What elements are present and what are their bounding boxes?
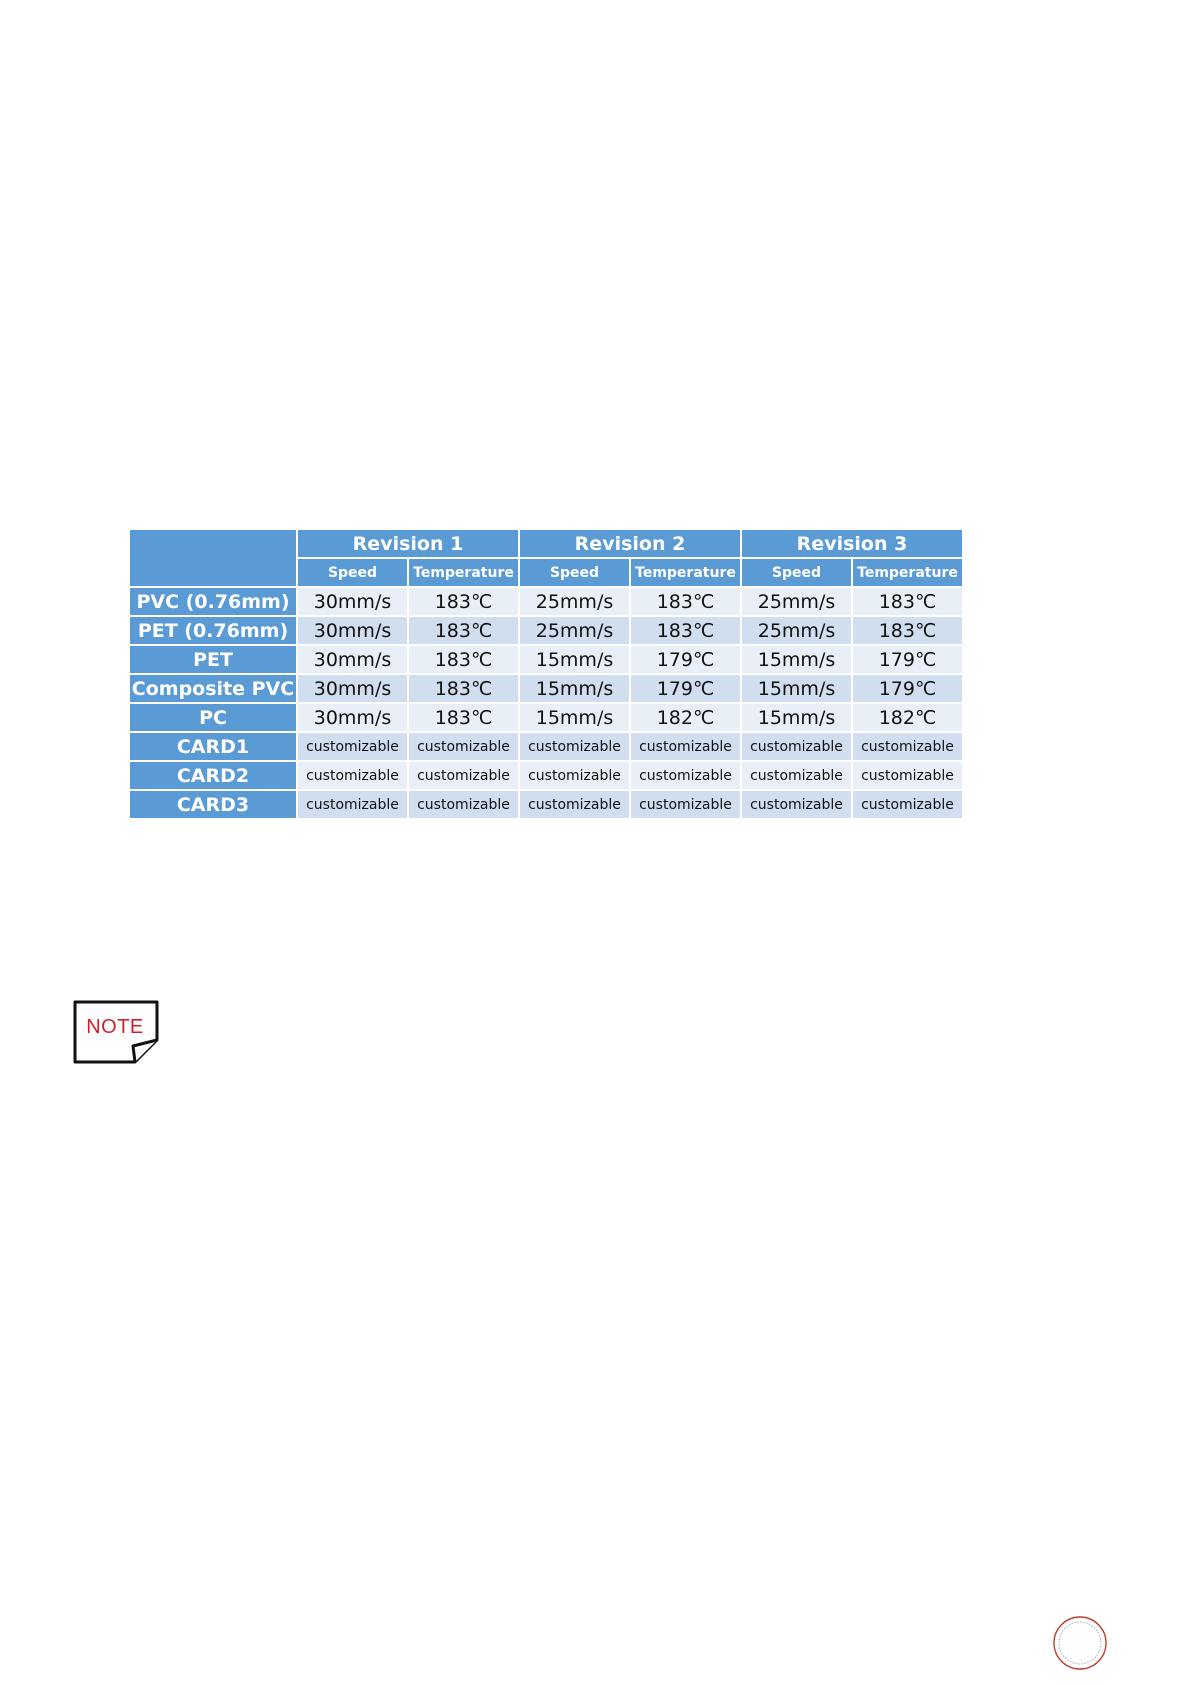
table-cell: 25mm/s (741, 616, 852, 645)
material-label: CARD3 (129, 790, 297, 819)
table-cell: 25mm/s (519, 616, 630, 645)
table-row (129, 703, 963, 732)
table-cell: 15mm/s (741, 674, 852, 703)
table-cell: customizable (852, 732, 963, 761)
table-cell: 183℃ (408, 616, 519, 645)
table-cell: 15mm/s (741, 645, 852, 674)
table-cell: 30mm/s (297, 674, 408, 703)
table-cell: 183℃ (408, 703, 519, 732)
table-cell: 30mm/s (297, 703, 408, 732)
table-row (129, 761, 963, 790)
table-corner-cell (129, 529, 297, 587)
table-row (129, 645, 963, 674)
table-cell: 182℃ (630, 703, 741, 732)
table-cell: customizable (852, 761, 963, 790)
column-header-temperature: Temperature (852, 558, 963, 587)
revision-header: Revision 1 (297, 529, 519, 558)
material-label: PET (129, 645, 297, 674)
table-cell: customizable (741, 761, 852, 790)
table-cell: customizable (297, 761, 408, 790)
table-row (129, 587, 963, 616)
table-cell: customizable (519, 790, 630, 819)
table-cell: 25mm/s (519, 587, 630, 616)
table-cell: 183℃ (408, 645, 519, 674)
table-cell: 183℃ (408, 587, 519, 616)
table-cell: 179℃ (852, 674, 963, 703)
column-header-speed: Speed (297, 558, 408, 587)
table-cell: customizable (630, 732, 741, 761)
table-cell: 179℃ (630, 645, 741, 674)
material-label: CARD2 (129, 761, 297, 790)
page-circle-icon (1052, 1615, 1108, 1671)
table-cell: 30mm/s (297, 645, 408, 674)
column-header-temperature: Temperature (630, 558, 741, 587)
table-cell: customizable (408, 732, 519, 761)
table-row (129, 790, 963, 819)
table-cell: customizable (408, 790, 519, 819)
table-row (129, 674, 963, 703)
material-label: PET (0.76mm) (129, 616, 297, 645)
table-cell: 182℃ (852, 703, 963, 732)
table-cell: customizable (408, 761, 519, 790)
table-cell: 15mm/s (519, 703, 630, 732)
table-cell: customizable (519, 732, 630, 761)
material-label: CARD1 (129, 732, 297, 761)
table-cell: customizable (741, 732, 852, 761)
table-cell: 179℃ (852, 645, 963, 674)
revision-header-row (129, 529, 963, 558)
lamination-table-container (128, 528, 964, 820)
material-label: PVC (0.76mm) (129, 587, 297, 616)
table-cell: customizable (741, 790, 852, 819)
table-cell: 15mm/s (519, 645, 630, 674)
column-header-speed: Speed (519, 558, 630, 587)
table-cell: 183℃ (630, 616, 741, 645)
table-cell: customizable (297, 732, 408, 761)
revision-header: Revision 3 (741, 529, 963, 558)
lamination-settings-table (128, 528, 964, 820)
table-cell: 30mm/s (297, 616, 408, 645)
column-header-temperature: Temperature (408, 558, 519, 587)
table-cell: 183℃ (630, 587, 741, 616)
table-cell: 183℃ (408, 674, 519, 703)
column-header-speed: Speed (741, 558, 852, 587)
table-cell: 30mm/s (297, 587, 408, 616)
table-cell: customizable (297, 790, 408, 819)
page-number-circle (1052, 1615, 1108, 1671)
table-cell: 25mm/s (741, 587, 852, 616)
note-sticker-icon (73, 1000, 161, 1064)
material-label: PC (129, 703, 297, 732)
table-cell: customizable (630, 790, 741, 819)
table-cell: customizable (630, 761, 741, 790)
material-label: Composite PVC (129, 674, 297, 703)
table-cell: 15mm/s (519, 674, 630, 703)
note-label: NOTE (86, 1016, 144, 1038)
table-cell: 15mm/s (741, 703, 852, 732)
table-row (129, 732, 963, 761)
table-cell: 179℃ (630, 674, 741, 703)
table-cell: 183℃ (852, 616, 963, 645)
revision-header: Revision 2 (519, 529, 741, 558)
table-cell: customizable (519, 761, 630, 790)
table-row (129, 616, 963, 645)
table-cell: 183℃ (852, 587, 963, 616)
table-cell: customizable (852, 790, 963, 819)
